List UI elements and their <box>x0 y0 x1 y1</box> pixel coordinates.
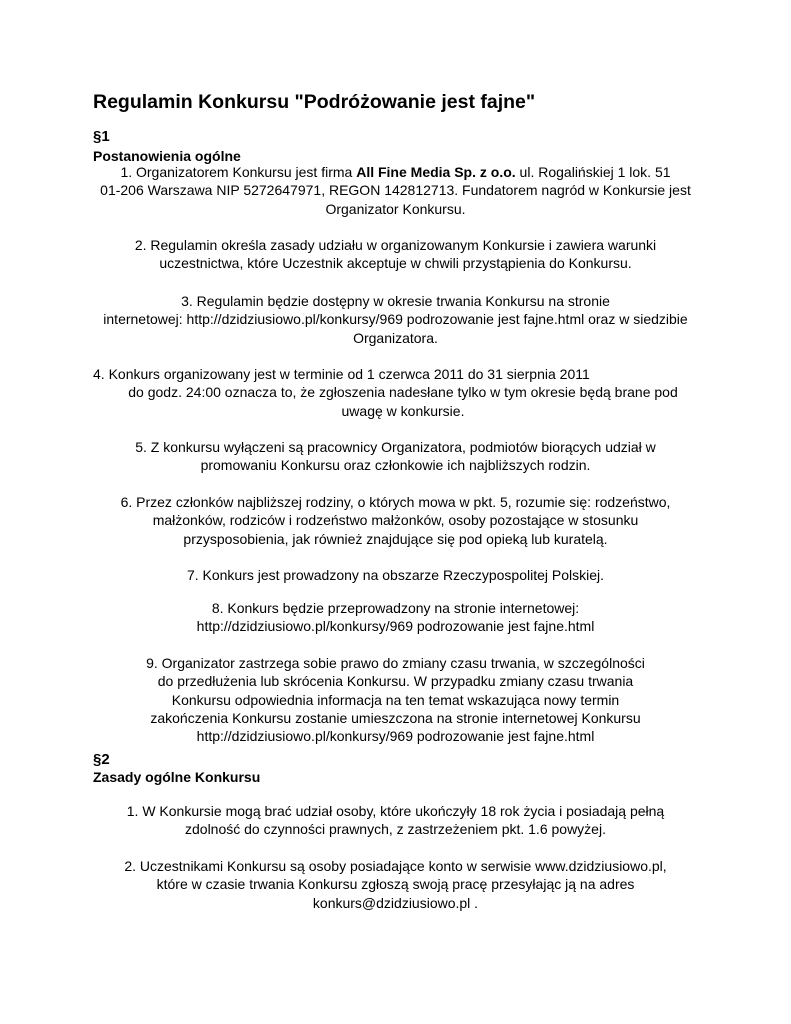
paragraph-line: które w czasie trwania Konkursu zgłoszą swoją pracę przesyłając ją na adres <box>156 876 635 893</box>
paragraph-1-6 <box>60 493 731 548</box>
paragraph-line: Konkursu odpowiednia informacja na ten temat wskazująca nowy termin <box>171 691 620 708</box>
paragraph-1-7 <box>60 566 731 584</box>
paragraph-line: 1. W Konkursie mogą brać udział osoby, które ukończyły 18 rok życia i posiadają pełną <box>126 803 665 819</box>
paragraph-line: 01-206 Warszawa NIP 5272647971, REGON 142812713. Fundatorem nagród w Konkursie jest <box>100 182 691 199</box>
paragraph-line: małżonków, rodziców i rodzeństwo małżonków, osoby pozostające w stosunku <box>152 512 639 529</box>
paragraph-1-9 <box>60 654 731 745</box>
paragraph-line: internetowej: http://dzidziusiowo.pl/konkursy/969 podrozowanie jest fajne.html oraz w siedzibie <box>103 311 688 328</box>
paragraph-line: uczestnictwa, które Uczestnik akceptuje w chwili przystąpienia do Konkursu. <box>159 255 632 272</box>
paragraph-line: http://dzidziusiowo.pl/konkursy/969 podrozowanie jest fajne.html <box>196 728 595 745</box>
paragraph-line: 6. Przez członków najbliższej rodziny, o których mowa w pkt. 5, rozumie się: rodzeństwo, <box>120 494 671 510</box>
paragraph-line: Organizator Konkursu. <box>325 200 466 217</box>
paragraph-line: promowaniu Konkursu oraz członkowie ich najbliższych rodzin. <box>200 457 591 474</box>
paragraph-line: http://dzidziusiowo.pl/konkursy/969 podrozowanie jest fajne.html <box>196 618 595 635</box>
paragraph-line: 2. Regulamin określa zasady udziału w organizowanym Konkursie i zawiera warunki <box>134 237 657 253</box>
company-name: All Fine Media Sp. z o.o. <box>356 164 516 180</box>
paragraph-1-1 <box>60 163 731 218</box>
paragraph-1-3 <box>60 292 731 347</box>
paragraph-line: do godz. 24:00 oznacza to, że zgłoszenia nadesłane tylko w tym okresie będą brane pod <box>128 384 678 401</box>
section-heading: Zasady ogólne Konkursu <box>93 769 261 785</box>
paragraph-line: 2. Uczestnikami Konkursu są osoby posiadające konto w serwisie www.dzidziusiowo.pl, <box>124 858 667 874</box>
paragraph-1-2 <box>60 236 731 273</box>
section-number: §2 <box>93 751 110 768</box>
paragraph-line: 3. Regulamin będzie dostępny w okresie trwania Konkursu na stronie <box>181 293 610 309</box>
paragraph-line: zakończenia Konkursu zostanie umieszczona na stronie internetowej Konkursu <box>150 709 641 726</box>
paragraph-line: zdolność do czynności prawnych, z zastrzeżeniem pkt. 1.6 powyżej. <box>185 821 606 838</box>
paragraph-line: uwagę w konkursie. <box>341 402 465 419</box>
section-number: §1 <box>93 128 110 145</box>
paragraph-line: 8. Konkurs będzie przeprowadzony na stronie internetowej: <box>211 600 580 616</box>
paragraph-2-2 <box>60 857 731 912</box>
paragraph-line: Organizatora. <box>353 329 438 346</box>
paragraph-1-4 <box>93 365 713 420</box>
section-heading: Postanowienia ogólne <box>93 148 241 164</box>
paragraph-line: 4. Konkurs organizowany jest w terminie od 1 czerwca 2011 do 31 sierpnia 2011 <box>93 366 590 382</box>
paragraph-2-1 <box>60 802 731 839</box>
paragraph-line: 5. Z konkursu wyłączeni są pracownicy Organizatora, podmiotów biorących udział w <box>135 439 656 455</box>
paragraph-1-5 <box>60 438 731 475</box>
paragraph-1-8 <box>60 599 731 636</box>
document-title: Regulamin Konkursu "Podróżowanie jest fajne" <box>93 91 536 113</box>
paragraph-line: do przedłużenia lub skrócenia Konkursu. W przypadku zmiany czasu trwania <box>157 673 634 690</box>
paragraph-line: 9. Organizator zastrzega sobie prawo do zmiany czasu trwania, w szczególności <box>146 655 645 671</box>
paragraph-line: przysposobienia, jak również znajdujące się pod opieką lub kuratelą. <box>183 530 608 547</box>
paragraph-line: konkurs@dzidziusiowo.pl . <box>312 894 479 911</box>
paragraph-line: 1. Organizatorem Konkursu jest firma All Fine Media Sp. z o.o. ul. Rogalińskiej 1 lok. 51 <box>120 164 671 180</box>
paragraph-line: 7. Konkurs jest prowadzony na obszarze Rzeczypospolitej Polskiej. <box>186 567 605 583</box>
